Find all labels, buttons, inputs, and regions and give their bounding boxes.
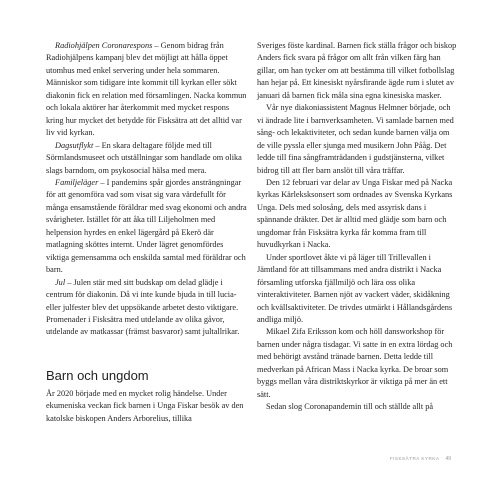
paragraph-februari: Den 12 februari var delar av Unga Fiskar med på Nacka kyrkas Kärleksksonsert som ordnades av Svenska Kyrkans Unga. Dels med solosång, dels med assyrisk dans i spännande dräkter. Det är alltid med glädje som barn och ungdomar från Fisksätra kyrka får komma fram till huvudkyrkan i Nacka. — [257, 177, 453, 250]
paragraph-lead: Familjeläger — [55, 177, 99, 187]
paragraph-text: – En skara deltagare följde med till Sörmlandsmuseet och utställningar som handlade om olika slags barndom, om psykosocial hälsa med mera. — [46, 140, 242, 175]
footer-label: FISKSÄTRA KYRKA — [389, 456, 440, 461]
paragraph-radiohjalpen — [46, 40, 247, 140]
paragraph-dagsutflykt — [46, 140, 247, 177]
paragraph-familjelager — [46, 177, 247, 277]
right-column — [257, 40, 458, 414]
page-footer — [390, 456, 451, 462]
paragraph-lead: Jul — [55, 277, 66, 287]
paragraph-kardinal: Sveriges föste kardinal. Barnen fick ställa frågor och biskop Anders fick svara på frågor om allt från vilken färg han gillar, om han tycker om att bestämma till vilket fotbollslag han hejar på. Ett kinesiskt nyårsfirande ägde rum i slutet av januari då barnen fick måla sina egna kinesiska masker. — [257, 41, 457, 100]
paragraph-diakoniassistent: Vår nye diakoniassistent Magnus Helmner började, och vi ändrade lite i barnverksamheten. Vi samlade barnen med sång- och lekaktiviteter, och sedan kunde barnen välja om de ville pyssla eller sjunga med musikern John Pååg. Det ledde till fina sångframträdanden i gudstjänsterna, vilket bidrog till att fler barn anslöt till våra träffar. — [257, 103, 454, 175]
section-heading-barn-och-ungdom: Barn och ungdom — [46, 367, 149, 383]
paragraph-lead: Radiohjälpen Coronarespons — [55, 41, 153, 50]
paragraph-text: – Genom bidrag från Radiohjälpens kampanj blev det möjligt att hålla öppet utomhus med enkel servering under hela sommaren. Människor som tidigare inte kommit till kyrkan eller sökt diakonin fick en relation med församlingen. Nacka kommun och lokala aktörer har återkommit med mycket respons kring hur mycket det betydde för Fisksätra att det alltid var liv vid kyrkan. — [46, 41, 247, 138]
paragraph-jul — [46, 277, 247, 339]
paragraph-text: – I pandemins spår gjordes ansträngningar för att genomföra vad som visat sig vara värdefullt för många ensamstående föräldrar med svag ekonomi och andra svårigheter. Istället för att åka till Liljeholmen med helpension hyrdes en enkel lägergård på Ekerö där matlagning sköttes internt. Under lägret genomfördes viktiga gemensamma och enskilda samtal med föräldrar och barn. — [46, 177, 247, 275]
paragraph-coronapandemin: Sedan slog Coronapandemin till och ställde allt på — [266, 402, 434, 412]
paragraph-barn-intro: År 2020 började med en mycket rolig händelse. Under ekumeniska veckan fick barnen i Unga Fiskar besök av den katolske biskopen Anders Arborelius, tillika — [46, 388, 244, 423]
page-number: 49 — [445, 456, 451, 462]
paragraph-lead: Dagsutflykt — [55, 140, 94, 150]
paragraph-dansworkshop: Mikael Zifa Eriksson kom och höll dansworkshop för barnen under några tisdagar. Vi satte in en extra lördag och med behörigt avstånd tränade barnen. Detta ledde till medverkan på African Mass i Nacka kyrka. De broar som byggs mellan våra distriktskyrkor är viktiga på mer än ett sätt. — [257, 327, 453, 399]
paragraph-text: – Julen stär med sitt budskap om delad glädje i centrum för diakonin. Då vi inte kunde bjuda in till lucia- eller julfester blev det uppsökande arbetet desto viktigare. Promenader i Fisksätra med utdelande av olika gåvor, utdelande av matkassar (främst basvaror) samt jultallrikar. — [46, 277, 240, 337]
paragraph-sportlov: Under sportlovet åkte vi på läger till Trillevallen i Jämtland för att tillsammans med andra distrikt i Nacka församling utforska fjällmiljö och lära oss olika vinteraktiviteter. Barnen njöt av vackert väder, skidåkning och kvällsaktiviteter. De trivdes utmärkt i Hållandsgårdens andliga miljö. — [257, 252, 453, 324]
left-column — [46, 40, 247, 425]
